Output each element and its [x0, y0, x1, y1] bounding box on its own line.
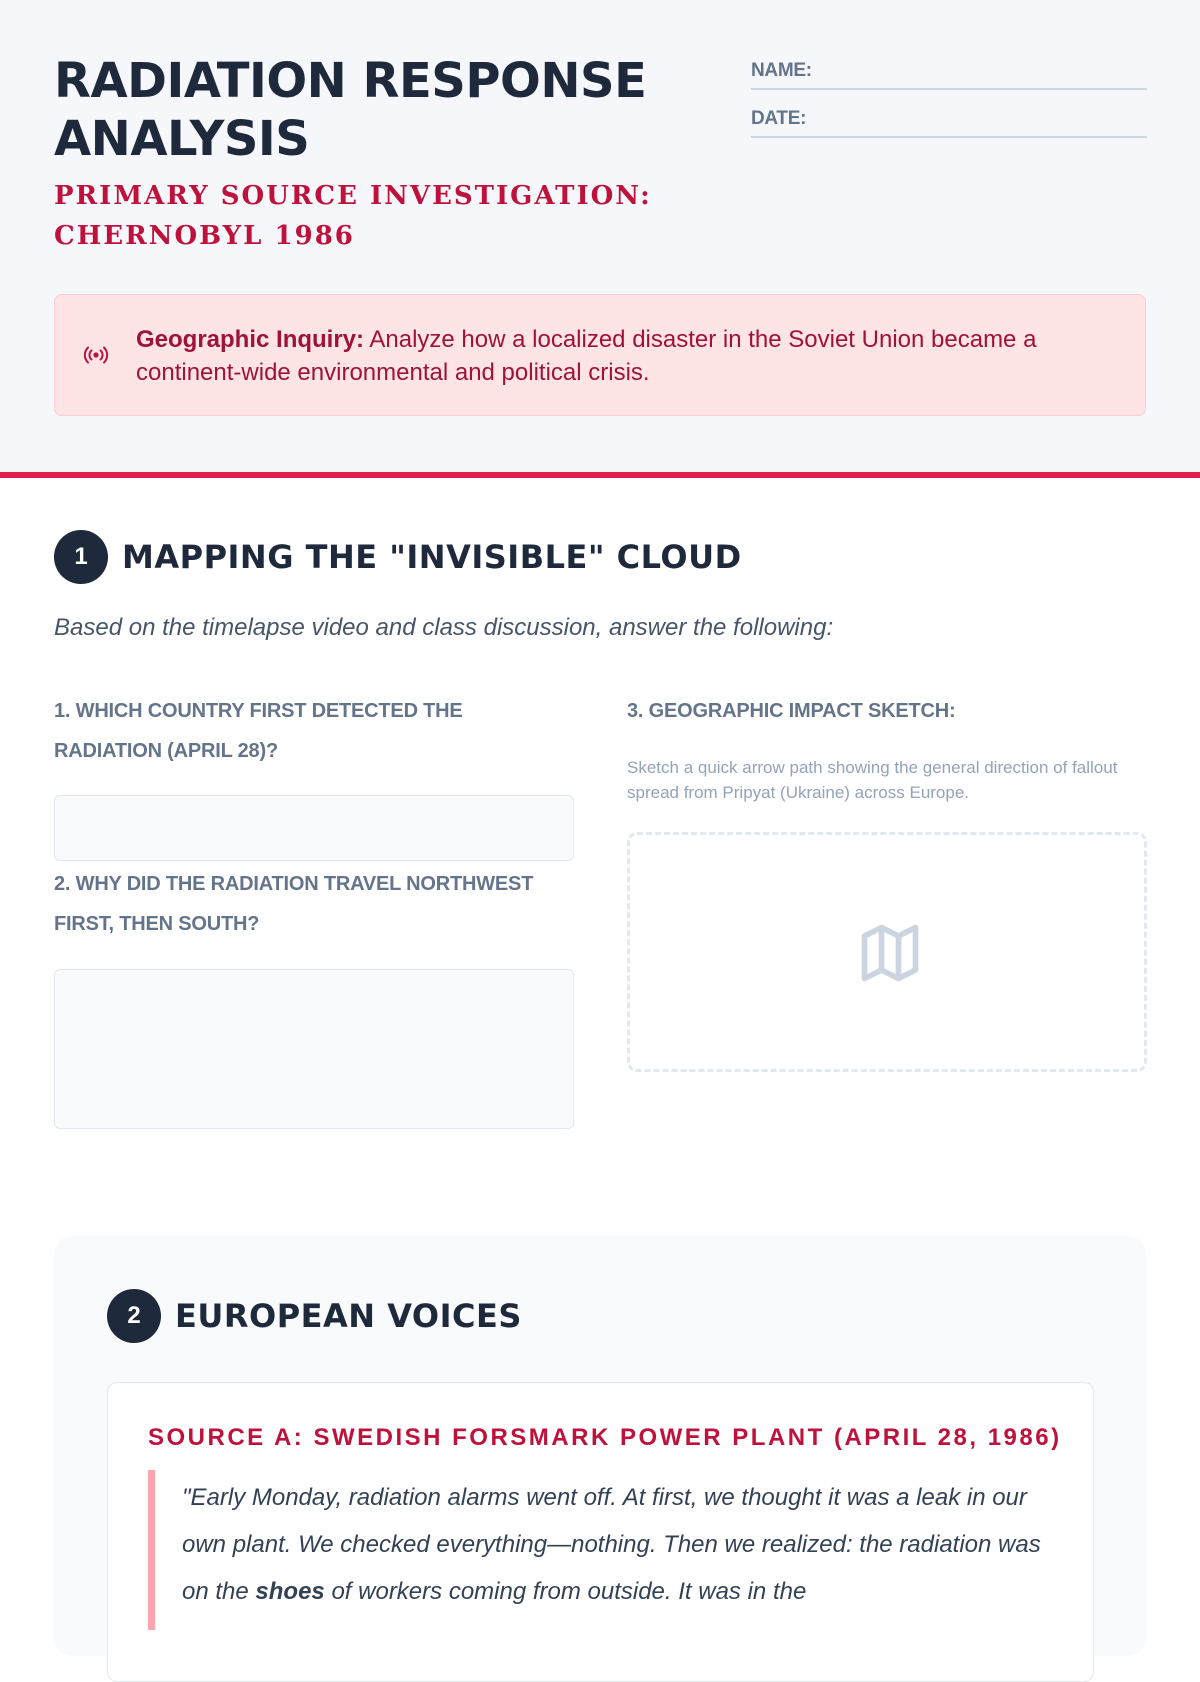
date-field[interactable] [751, 100, 1147, 138]
quote-text-end: of workers coming from outside. It was in the [324, 1578, 807, 1605]
date-label: DATE: [751, 108, 807, 129]
name-field[interactable] [751, 52, 1147, 90]
map-icon [856, 919, 924, 987]
header-divider [0, 472, 1200, 478]
section-1-title: MAPPING THE "INVISIBLE" CLOUD [122, 538, 742, 576]
page-subtitle: PRIMARY SOURCE INVESTIGATION: CHERNOBYL 1986 [54, 181, 652, 251]
question-3-label: 3. GEOGRAPHIC IMPACT SKETCH: [627, 700, 956, 722]
section-1-number: 1 [54, 530, 108, 584]
quote-text-start: "Early Monday, radiation alarms went off. At first, we thought it was a leak in our own plant. We checked everything—nothing. Then we realized: the radiation was on the [182, 1484, 1041, 1605]
inquiry-text [136, 323, 1096, 389]
quote-emphasis: shoes [255, 1578, 325, 1605]
question-3-hint: Sketch a quick arrow path showing the general direction of fallout spread from Pripyat (Ukraine) across Europe. [627, 758, 1118, 802]
inquiry-label: Geographic Inquiry: [136, 326, 365, 353]
broadcast-icon [83, 345, 109, 365]
name-label: NAME: [751, 60, 812, 81]
inquiry-body: Analyze how a localized disaster in the Soviet Union became a continent-wide environmental and political crisis. [136, 326, 1037, 386]
section-1-instructions: Based on the timelapse video and class discussion, answer the following: [54, 614, 834, 641]
question-2-label: 2. WHY DID THE RADIATION TRAVEL NORTHWEST FIRST, THEN SOUTH? [54, 873, 534, 935]
question-2-answer-box[interactable] [54, 969, 574, 1129]
source-a-title: SOURCE A: SWEDISH FORSMARK POWER PLANT (APRIL 28, 1986) [148, 1424, 1062, 1451]
question-1-answer-box[interactable] [54, 795, 574, 861]
source-a-quote [182, 1474, 1062, 1615]
section-1-header [54, 530, 742, 584]
section-2-number: 2 [107, 1289, 161, 1343]
sketch-area[interactable] [627, 832, 1147, 1072]
page-title: RADIATION RESPONSE ANALYSIS [54, 53, 647, 167]
section-2-header [107, 1289, 522, 1343]
quote-accent-bar [148, 1470, 155, 1630]
section-2-title: EUROPEAN VOICES [175, 1297, 522, 1335]
inquiry-callout [54, 294, 1146, 416]
question-1-label: 1. WHICH COUNTRY FIRST DETECTED THE RADIATION (APRIL 28)? [54, 700, 463, 762]
